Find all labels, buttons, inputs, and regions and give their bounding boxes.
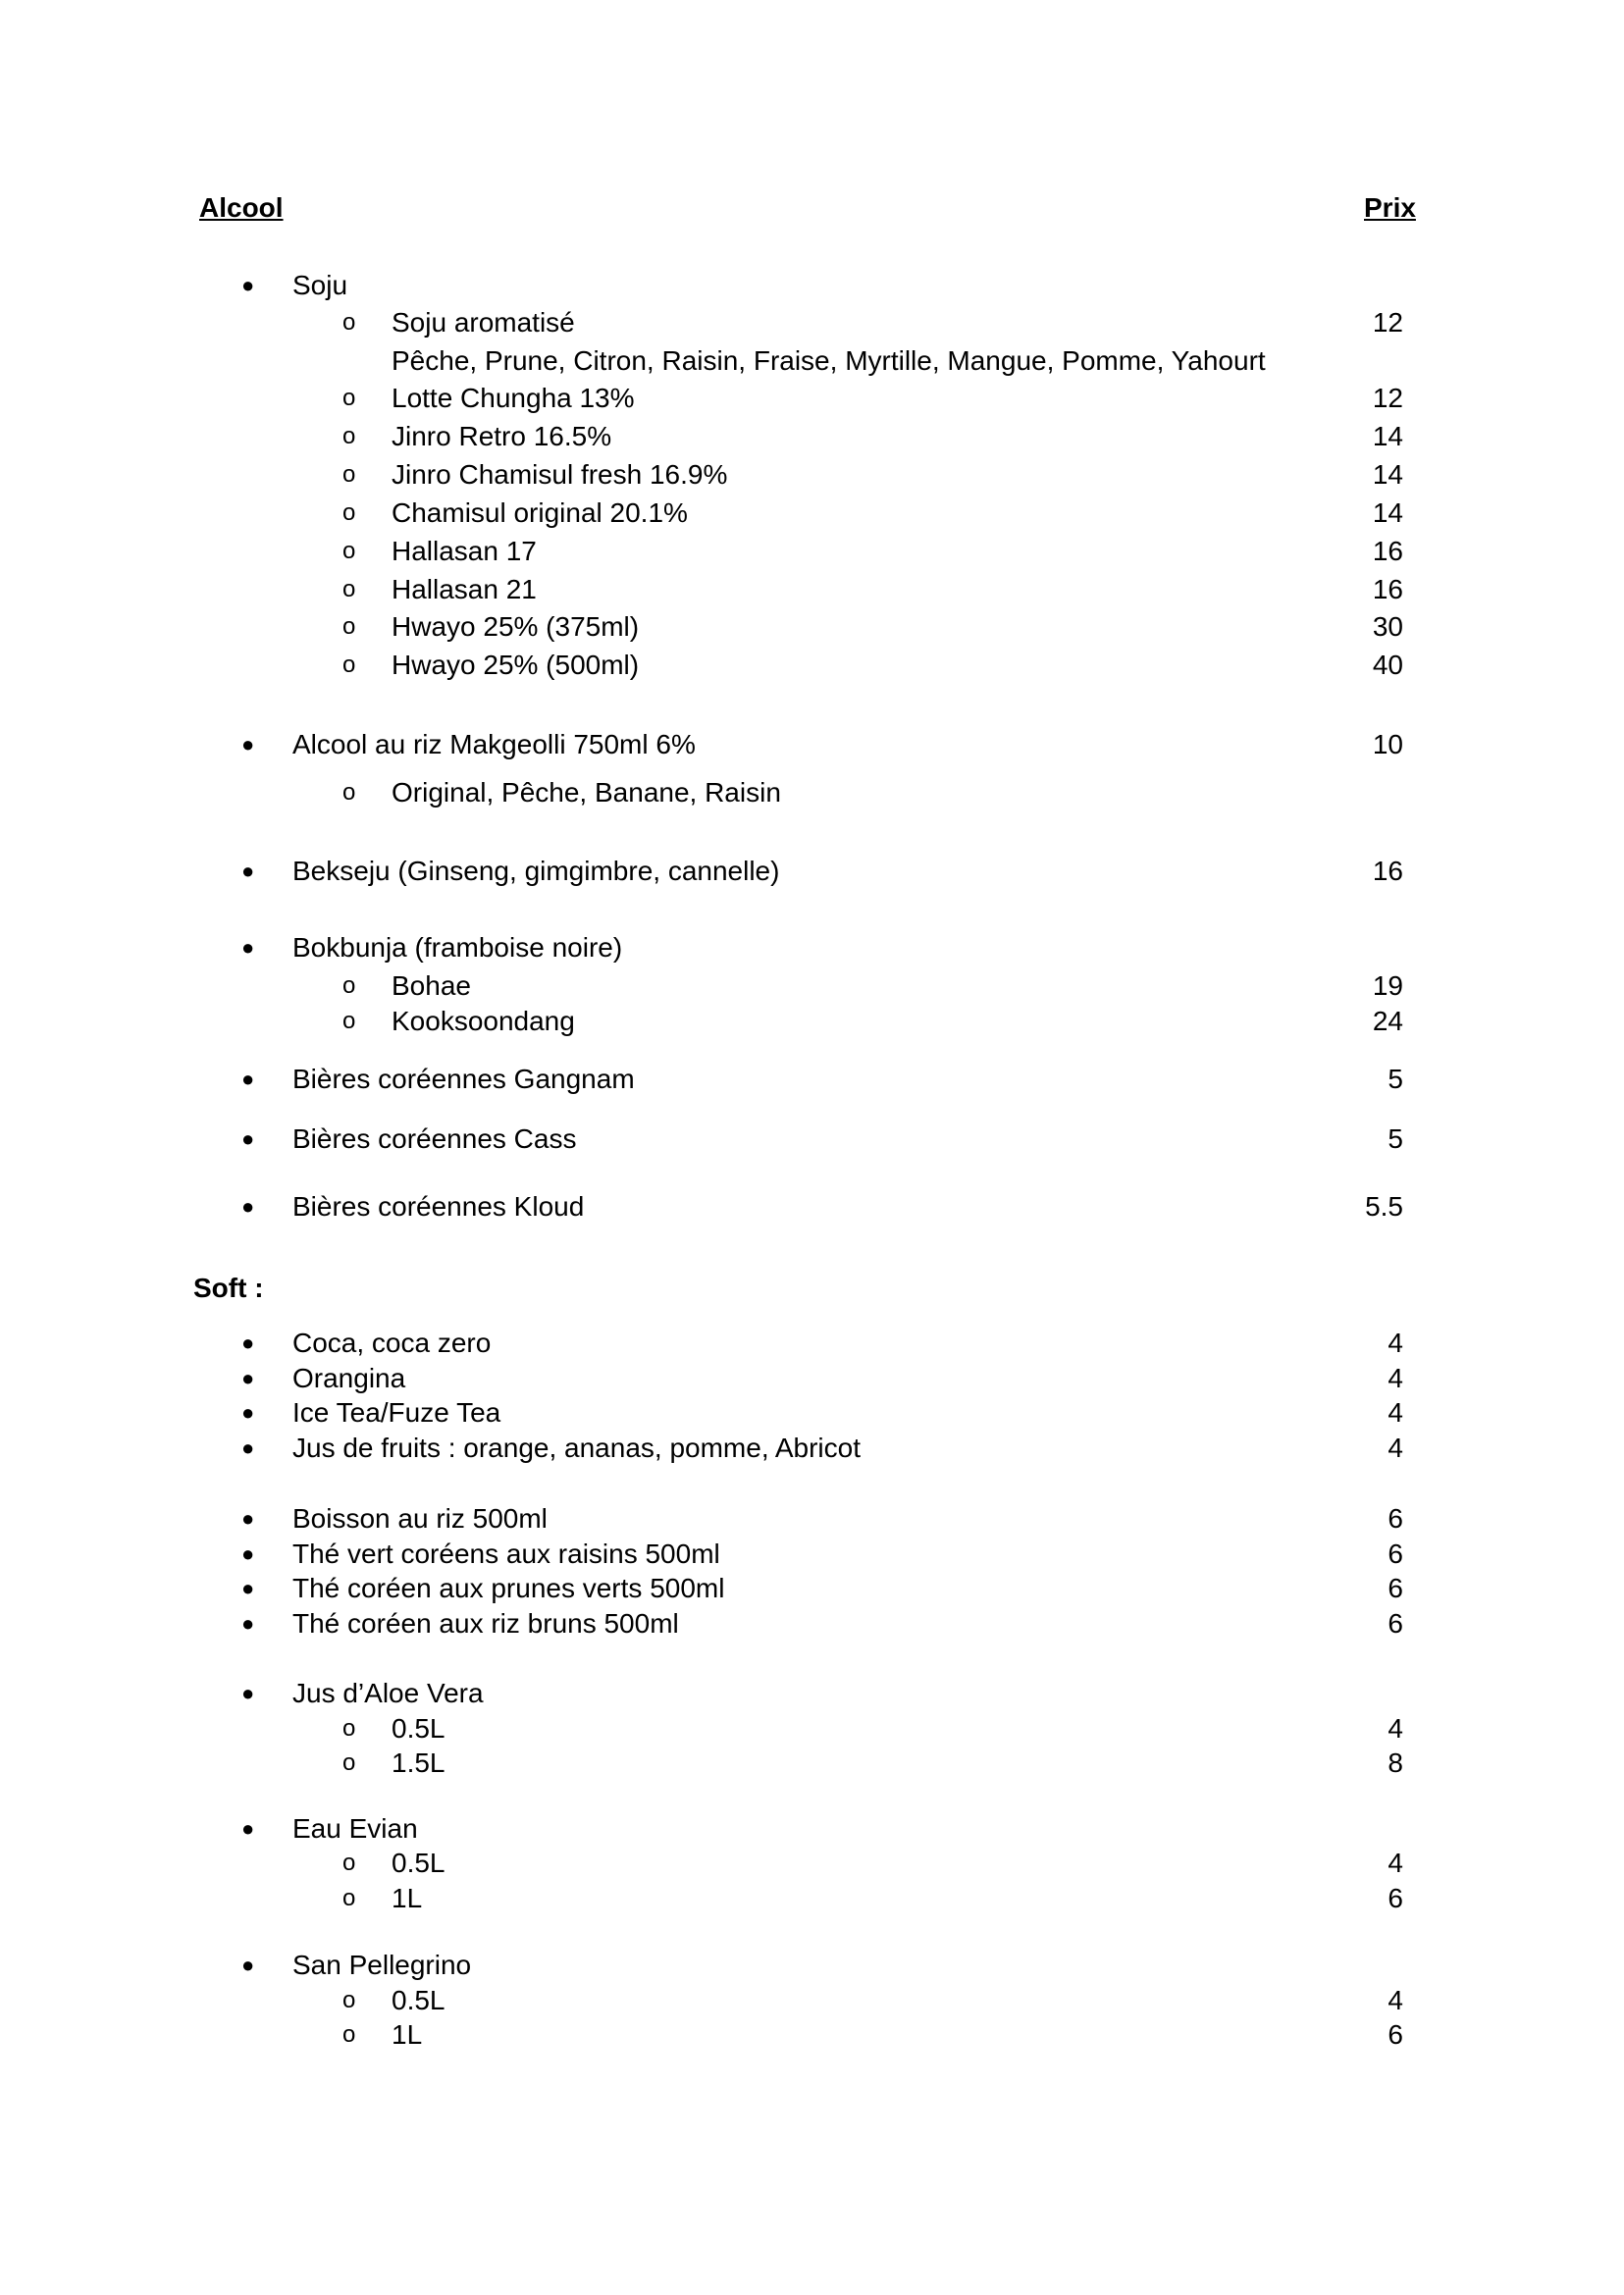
- item-label: Alcool au riz Makgeolli 750ml 6%: [292, 729, 696, 759]
- item-label: Thé coréen aux prunes verts 500ml: [292, 1573, 725, 1603]
- item-label: Bekseju (Ginseng, gimgimbre, cannelle): [292, 856, 780, 886]
- item-price: 4: [1388, 1433, 1403, 1463]
- sub-bullet-icon: o: [342, 423, 356, 449]
- sub-bullet-icon: o: [342, 1715, 356, 1742]
- item-price: 6: [1388, 1608, 1403, 1639]
- item-price: 40: [1372, 650, 1403, 680]
- bullet-icon: ●: [241, 1330, 255, 1355]
- bullet-icon: ●: [241, 1366, 255, 1390]
- item-label: 1L: [392, 1883, 423, 1913]
- item-label: 0.5L: [392, 1713, 445, 1744]
- item-price: 14: [1372, 421, 1403, 451]
- item-label: Bières coréennes Gangnam: [292, 1064, 635, 1094]
- sub-bullet-icon: o: [342, 2021, 356, 2048]
- item-price: 6: [1388, 2019, 1403, 2050]
- item-label: Pêche, Prune, Citron, Raisin, Fraise, Myrtille, Mangue, Pomme, Yahourt: [392, 345, 1266, 376]
- item-price: 4: [1388, 1985, 1403, 2015]
- bullet-icon: ●: [241, 1681, 255, 1705]
- item-label: Lotte Chungha 13%: [392, 383, 635, 413]
- sub-bullet-icon: o: [342, 576, 356, 602]
- bullet-icon: ●: [241, 1953, 255, 1977]
- section-title-alcool: Alcool: [199, 192, 284, 223]
- item-label: Coca, coca zero: [292, 1328, 492, 1358]
- sub-bullet-icon: o: [342, 1885, 356, 1911]
- item-price: 8: [1388, 1747, 1403, 1778]
- item-price: 10: [1372, 729, 1403, 759]
- section-title-soft: Soft :: [193, 1273, 264, 1303]
- sub-bullet-icon: o: [342, 499, 356, 526]
- item-price: 16: [1372, 536, 1403, 566]
- item-label: Bières coréennes Kloud: [292, 1191, 585, 1222]
- item-label: Orangina: [292, 1363, 406, 1393]
- sub-bullet-icon: o: [342, 309, 356, 336]
- item-label: Hwayo 25% (375ml): [392, 611, 640, 642]
- item-price: 4: [1388, 1363, 1403, 1393]
- item-price: 6: [1388, 1503, 1403, 1534]
- item-label: 1L: [392, 2019, 423, 2050]
- item-label: Boisson au riz 500ml: [292, 1503, 548, 1534]
- item-label: Chamisul original 20.1%: [392, 497, 688, 528]
- item-label: Hallasan 17: [392, 536, 537, 566]
- item-label: Hallasan 21: [392, 574, 537, 604]
- bullet-icon: ●: [241, 1541, 255, 1566]
- item-label: Eau Evian: [292, 1813, 418, 1844]
- bullet-icon: ●: [241, 1611, 255, 1636]
- item-price: 16: [1372, 574, 1403, 604]
- item-price: 4: [1388, 1328, 1403, 1358]
- item-label: 0.5L: [392, 1985, 445, 2015]
- sub-bullet-icon: o: [342, 538, 356, 564]
- sub-bullet-icon: o: [342, 1850, 356, 1876]
- sub-bullet-icon: o: [342, 652, 356, 678]
- item-label: 0.5L: [392, 1848, 445, 1878]
- sub-bullet-icon: o: [342, 779, 356, 806]
- item-label: Bières coréennes Cass: [292, 1123, 577, 1154]
- sub-bullet-icon: o: [342, 613, 356, 640]
- item-price: 5.5: [1365, 1191, 1403, 1222]
- item-price: 12: [1372, 383, 1403, 413]
- item-price: 6: [1388, 1539, 1403, 1569]
- bullet-icon: ●: [241, 1576, 255, 1600]
- item-price: 4: [1388, 1397, 1403, 1428]
- item-price: 5: [1388, 1064, 1403, 1094]
- item-price: 16: [1372, 856, 1403, 886]
- item-price: 19: [1372, 970, 1403, 1001]
- sub-bullet-icon: o: [342, 1749, 356, 1776]
- bullet-icon: ●: [241, 935, 255, 960]
- bullet-icon: ●: [241, 1067, 255, 1091]
- item-label: Bokbunja (framboise noire): [292, 932, 623, 963]
- item-label: Thé coréen aux riz bruns 500ml: [292, 1608, 679, 1639]
- bullet-icon: ●: [241, 1506, 255, 1531]
- bullet-icon: ●: [241, 859, 255, 883]
- sub-bullet-icon: o: [342, 1987, 356, 2013]
- item-price: 24: [1372, 1006, 1403, 1036]
- sub-bullet-icon: o: [342, 461, 356, 488]
- item-label: Original, Pêche, Banane, Raisin: [392, 777, 781, 808]
- item-price: 14: [1372, 459, 1403, 490]
- bullet-icon: ●: [241, 1400, 255, 1425]
- item-label: Hwayo 25% (500ml): [392, 650, 640, 680]
- item-price: 12: [1372, 307, 1403, 338]
- bullet-icon: ●: [241, 1194, 255, 1219]
- item-label: 1.5L: [392, 1747, 445, 1778]
- item-price: 30: [1372, 611, 1403, 642]
- bullet-icon: ●: [241, 1435, 255, 1460]
- item-label: Soju: [292, 270, 348, 300]
- bullet-icon: ●: [241, 732, 255, 756]
- item-label: San Pellegrino: [292, 1950, 472, 1980]
- item-label: Ice Tea/Fuze Tea: [292, 1397, 501, 1428]
- column-header-prix: Prix: [1364, 192, 1416, 223]
- item-price: 6: [1388, 1883, 1403, 1913]
- item-price: 4: [1388, 1713, 1403, 1744]
- item-label: Jus d’Aloe Vera: [292, 1678, 484, 1708]
- item-label: Jinro Chamisul fresh 16.9%: [392, 459, 728, 490]
- item-label: Soju aromatisé: [392, 307, 575, 338]
- item-price: 6: [1388, 1573, 1403, 1603]
- sub-bullet-icon: o: [342, 385, 356, 411]
- bullet-icon: ●: [241, 1816, 255, 1841]
- sub-bullet-icon: o: [342, 972, 356, 999]
- item-label: Kooksoondang: [392, 1006, 575, 1036]
- item-price: 5: [1388, 1123, 1403, 1154]
- item-label: Jus de fruits : orange, ananas, pomme, Abricot: [292, 1433, 861, 1463]
- item-label: Bohae: [392, 970, 471, 1001]
- bullet-icon: ●: [241, 273, 255, 297]
- sub-bullet-icon: o: [342, 1008, 356, 1034]
- item-label: Thé vert coréens aux raisins 500ml: [292, 1539, 720, 1569]
- bullet-icon: ●: [241, 1126, 255, 1151]
- item-price: 14: [1372, 497, 1403, 528]
- item-price: 4: [1388, 1848, 1403, 1878]
- item-label: Jinro Retro 16.5%: [392, 421, 612, 451]
